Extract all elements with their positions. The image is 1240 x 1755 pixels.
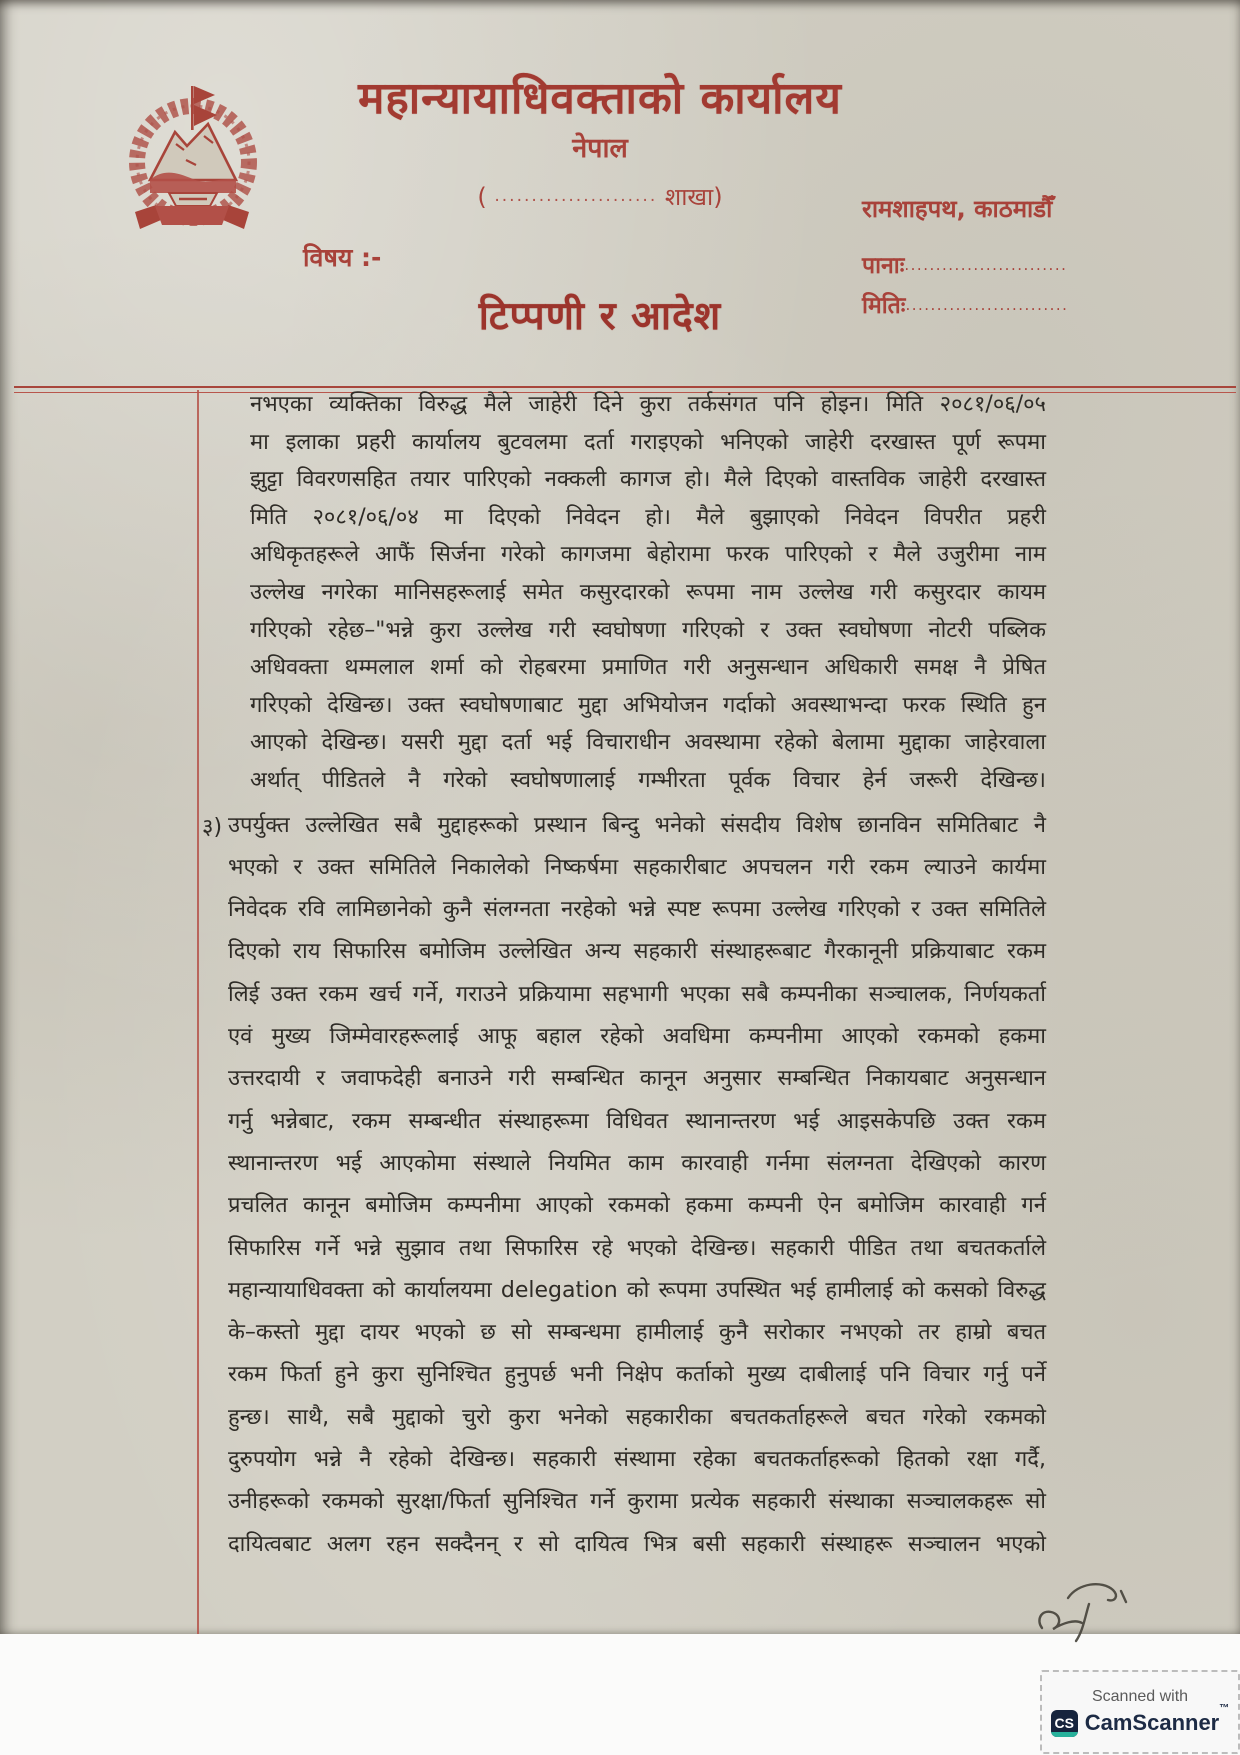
handwritten-signature-icon	[1028, 1578, 1148, 1648]
text-line: निवेदक रवि लामिछानेको कुनै संलग्नता नरहेको भन्ने स्पष्ट रूपमा उल्लेख गरिएको र उक्त समितिले	[228, 897, 1046, 923]
text-line: लिई उक्त रकम खर्च गर्ने, गराउने प्रक्रियामा सहभागी भएका सबै कम्पनीका सञ्चालक, निर्णयकर्ता	[228, 981, 1046, 1007]
text-line: अर्थात् पीडितले नै गरेको स्वघोषणालाई गम्भीरता पूर्वक विचार हेर्न जरूरी देखिन्छ।	[250, 767, 1046, 793]
page-dotted-leader: ..........................	[904, 256, 1068, 274]
paragraph-number: ३)	[202, 814, 223, 840]
text-line: भएको र उक्त समितिले निकालेको निष्कर्षमा सहकारीबाट अपचलन गरी रकम ल्याउने कार्यमा	[228, 854, 1046, 880]
nepal-coat-of-arms-icon	[116, 78, 268, 246]
trademark-symbol: ™	[1219, 1703, 1230, 1714]
country-label: नेपाल	[572, 133, 628, 164]
office-title: महान्यायाधिवक्ताको कार्यालय	[358, 73, 842, 124]
subject-label: विषय :-	[303, 243, 382, 272]
logo-letters: CS	[1054, 1715, 1074, 1731]
page-label: पानाः	[862, 253, 905, 279]
text-line: गरिएको देखिन्छ। उक्त स्वघोषणाबाट मुद्दा अभियोजन गर्दाको अवस्थाभन्दा फरक स्थिति हुन	[250, 692, 1046, 718]
text-line: उपर्युक्त उल्लेखित सबै मुद्दाहरूको प्रस्थान बिन्दु भनेको संसदीय विशेष छानविन समितिबाट नै	[228, 812, 1046, 838]
text-line: गरिएको रहेछ–"भन्ने कुरा उल्लेख गरी स्वघोषणा गरिएको र उक्त स्वघोषणा नोटरी पब्लिक	[250, 617, 1046, 643]
text-line: महान्यायाधिवक्ता को कार्यालयमा delegation को रूपमा उपस्थित भई हामीलाई को कसको विरुद्ध	[228, 1277, 1046, 1303]
text-line: अधिकृतहरूले आफैं सिर्जना गरेको कागजमा बेहोरामा फरक पारिएको र मैले उजुरीमा नाम	[250, 542, 1046, 568]
text-line: उत्तरदायी र जवाफदेही बनाउने गरी सम्बन्धित कानून अनुसार सम्बन्धित निकायबाट अनुसन्धान	[228, 1066, 1046, 1092]
text-line: उनीहरूको रकमको सुरक्षा/फिर्ता सुनिश्चित गर्ने कुरामा प्रत्येक सहकारी संस्थाका सञ्चालकहरू सो	[228, 1489, 1046, 1515]
text-line: प्रचलित कानून बमोजिम कम्पनीमा आएको रकमको हकमा कम्पनी ऐन बमोजिम कारवाही गर्न	[228, 1193, 1046, 1219]
text-line: उल्लेख नगरेका मानिसहरूलाई समेत कसुरदारको रूपमा नाम उल्लेख गरी कसुरदार कायम	[250, 579, 1046, 605]
text-line: एवं मुख्य जिम्मेवारहरूलाई आफू बहाल रहेको अवधिमा कम्पनीमा आएको रकमको हकमा	[228, 1024, 1046, 1050]
paragraph-3	[202, 805, 1046, 1566]
text-line: मा इलाका प्रहरी कार्यालय बुटवलमा दर्ता गराइएको भनिएको जाहेरी दरखास्त पूर्ण रूपमा	[250, 429, 1046, 455]
scanned-with-label: Scanned with	[1091, 1687, 1189, 1705]
branch-open-paren: (	[477, 183, 487, 211]
paragraph-continuation	[228, 386, 1046, 800]
letter-body	[202, 386, 1046, 1566]
page-number-row	[862, 248, 1067, 280]
camscanner-badge	[1040, 1670, 1240, 1754]
text-line: झुट्टा विवरणसहित तयार पारिएको नक्कली कागज हो। मैले दिएको वास्तविक जाहेरी दरखास्त	[250, 467, 1046, 493]
text-line: मिति २०८१/०६/०४ मा दिएको निवेदन हो। मैले बुझाएको निवेदन विपरीत प्रहरी	[250, 504, 1046, 530]
left-margin-rule	[197, 390, 199, 1634]
camscanner-brand-name: CamScanner™	[1084, 1703, 1230, 1735]
branch-label: शाखा)	[664, 183, 723, 211]
text-line: दिएको राय सिफारिस बमोजिम उल्लेखित अन्य सहकारी संस्थाहरूबाट गैरकानूनी प्रक्रियाबाट रकम	[228, 939, 1046, 965]
office-address: रामशाहपथ, काठमाडौँ	[862, 195, 1053, 223]
branch-dotted-leader: ......................	[494, 186, 658, 206]
text-line: गर्नु भन्नेबाट, रकम सम्बन्धीत संस्थाहरूमा विधिवत स्थानान्तरण भई आइसकेपछि उक्त रकम	[228, 1108, 1046, 1134]
text-line: आएको देखिन्छ। यसरी मुद्दा दर्ता भई विचाराधीन अवस्थामा रहेको बेलामा मुद्दाका जाहेरवाला	[250, 730, 1046, 756]
text-line: नभएका व्यक्तिका विरुद्ध मैले जाहेरी दिने कुरा तर्कसंगत पनि होइन। मिति २०८१/०६/०५	[250, 392, 1046, 417]
logo-teal-band	[1051, 1732, 1078, 1737]
text-line: के–कस्तो मुद्दा दायर भएको छ सो सम्बन्धमा हामीलाई कुनै सरोकार नभएको तर हाम्रो बचत	[228, 1320, 1046, 1346]
camscanner-logo-icon	[1051, 1710, 1078, 1737]
date-label: मितिः	[862, 293, 906, 319]
date-dotted-leader: ..........................	[905, 296, 1069, 314]
text-line: दुरुपयोग भन्ने नै रहेको देखिन्छ। सहकारी संस्थामा रहेका बचतकर्ताहरूको हितको रक्षा गर्दै,	[228, 1446, 1046, 1472]
text-line: हुन्छ। साथै, सबै मुद्दाको चुरो कुरा भनेको सहकारीका बचतकर्ताहरूले बचत गरेको रकमको	[228, 1404, 1046, 1430]
date-row	[862, 288, 1068, 320]
document-title: टिप्पणी र आदेश	[478, 294, 722, 339]
text-line: दायित्वबाट अलग रहन सक्दैनन् र सो दायित्व भित्र बसी सहकारी संस्थाहरू सञ्चालन भएको	[228, 1531, 1046, 1557]
camscanner-brand-row	[1051, 1703, 1230, 1737]
text-line: अधिवक्ता थम्मलाल शर्मा को रोहबरमा प्रमाणित गरी अनुसन्धान अधिकारी समक्ष नै प्रेषित	[250, 655, 1046, 681]
branch-line	[430, 180, 770, 213]
text-line: सिफारिस गर्ने भन्ने सुझाव तथा सिफारिस रहे भएको देखिन्छ। सहकारी पीडित तथा बचतकर्ताले	[228, 1235, 1046, 1261]
text-line: रकम फिर्ता हुने कुरा सुनिश्चित हुनुपर्छ भनी निक्षेप कर्ताको मुख्य दाबीलाई पनि विचार गर्नु पर्ने	[228, 1362, 1046, 1388]
text-line: स्थानान्तरण भई आएकोमा संस्थाले नियमित काम कारवाही गर्नमा संलग्नता देखिएको कारण	[228, 1150, 1046, 1176]
